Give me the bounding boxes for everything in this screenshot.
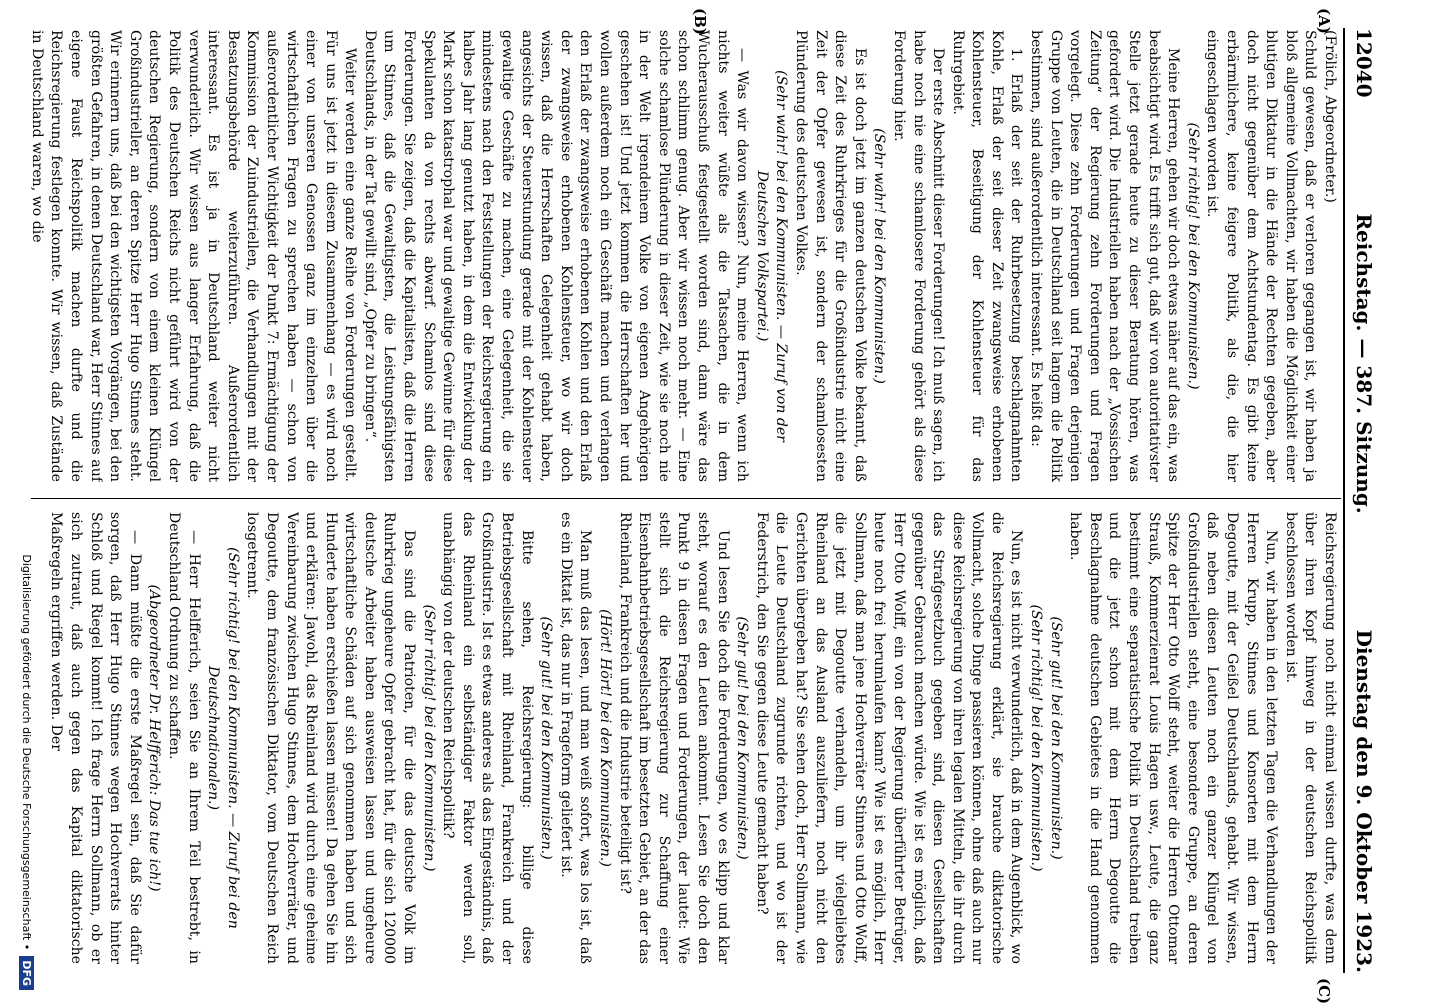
paragraph: Nun, es ist nicht verwunderlich, daß in dem Augenblick, wo die Reichsregierung erklärt, sie brauche diktatorische Vollmacht, solche Dinge passieren können, ohne daß auch nur diese Reichsregierung von ihren legalen Mitteln, die ihr durch das Strafgesetzbuch gegeben sind, diesen Gesellschaften gegenüber Gebrauch machen würde. Wie ist es möglich, daß Herr Otto Wolff, ein von der Regierung überführter Betrüger, heute noch frei herumlaufen kann? Wie ist es möglich, Herr Sollmann, daß man jene Hochverräter Stinnes und Otto Wolff, die jetzt mit Degoutte verhandeln, um ihr vielgeliebtes Rheinland an das Ausland auszuliefern, noch nicht den Gerichten übergeben hat? Sie sehen doch, Herr Sollmann, wie die Leute Deutschland zugrunde richten, und wo ist der Federstrich, den Sie gegen diese Leute gemacht haben? (753, 512, 1025, 964)
interjection: (Sehr gut! bei den Kommunisten.) (538, 616, 555, 860)
paragraph: Weiter werden eine ganze Reihe von Forderungen gestellt. Für uns ist jetzt in diesem Zusammenhang — es wird noch einer von unseren Genossen ganz im einzelnen über die wirtschaftlichen Fragen zu sprechen haben — schon von außerordentlicher Wichtigkeit der Punkt 7: Ermächtigung der Kommission der Zuindustriellen, die Verhandlungen mit der Besatzungsbehörde weiterzuführen. Außerordentlich interessant. Es ist ja in Deutschland weiter nicht verwunderlich. Wir wissen aus langer Erfahrung, daß die Politik des Deutschen Reichs nicht geführt wird von der deutschen Regierung, sondern von einem kleinen Klüngel Großindustrieller, an deren Spitze Herr Hugo Stinnes steht. Wir erinnern uns, daß bei den wichtigsten Vorgängen, bei den größten Gefahren, in denen Deutschland war, Herr Stinnes auf eigene Faust Reichspolitik machen durfte und die Reichsregierung festlegen konnte. Wir wissen, daß Zustände in Deutschland waren, wo die (29, 30, 359, 482)
margin-marker-c: (C) (1315, 978, 1333, 1004)
paragraph: Schuld gewesen, daß er verloren gegangen ist, wir haben ja bloß allgemeine Vollmachten, wir haben die Möglichkeit einer blutigen Diktatur in die Hände der Rechten gegeben, aber doch nicht gegenüber dem Achtstundentag. Es gibt keine erbärmlichere, keine feigere Politik, als die, die hier eingeschlagen worden ist. (1204, 30, 1319, 482)
interjection: (Sehr richtig! bei den Kommunisten.) (1028, 604, 1045, 872)
paragraph: 1. Erlaß der seit der Ruhrbesetzung beschlagnahmten Kohle, Erlaß der seit dieser Zeit zwangsweise erhobenen Kohlensteuer, Beseitigung der Kohlensteuer für das Ruhrgebiet. (949, 30, 1025, 482)
paragraph: Das sind die Patrioten, für die das deutsche Volk im Ruhrkrieg ungeheure Opfer gebracht hat, für die sich 120000 deutsche Arbeiter haben ausweisen lassen und ungeheure wirtschaftliche Schäden auf sich genommen haben und sich Hunderte haben erschießen lassen müssen! Da gehen Sie hin und erklären: Jawohl, das Rheinland wird durch eine geheime Vereinbarung zwischen Hugo Stinnes, dem Hochverräter, und Degoutte, dem französischen Diktator, vom Deutschen Reich losgetrennt. (244, 512, 418, 964)
paragraph: Man muß das lesen, und man weiß sofort, was los ist, daß es ein Diktat ist, das nur in Frageform geliefert ist. (557, 512, 594, 964)
session-date: Dienstag den 9. Oktober 1923. (1352, 629, 1376, 973)
interjection: (Sehr gut! bei den Kommunisten.) (1047, 616, 1064, 860)
interjection: (Sehr gut! bei den Kommunisten.) (734, 616, 751, 860)
margin-marker-a: (A) (1315, 8, 1333, 34)
interjection: (Sehr richtig! bei den Kommunisten.) (1184, 122, 1201, 390)
interjection: (Sehr richtig! bei den Kommunisten.) (420, 604, 437, 872)
paragraph: Der erste Abschnitt dieser Forderungen! Ich muß sagen, ich habe noch nie eine schamlosere Forderung gehört als diese Forderung hier. (890, 30, 947, 482)
paragraph: Es ist doch jetzt im ganzen deutschen Volke bekannt, daß diese Zeit des Ruhrkrieges für die Großindustrie nicht eine Zeit der Opfer gewesen ist, sondern der schamlosesten Plünderung des deutschen Volkes. (792, 30, 868, 482)
session-title: Reichstag. — 387. Sitzung. (1352, 213, 1376, 514)
interjection: (Hört! Hört! bei den Kommunisten.) (597, 609, 614, 867)
paragraph: — Was wir davon wissen? Nun, meine Herren, wenn ich nichts weiter wüßte als die Tatsachen, die in dem Wucherausschuß festgestellt worden sind, dann wäre das schon schlimm genug. Aber wir wissen noch mehr. — Eine solche schamlose Plünderung in dieser Zeit, wie sie noch nie in der Welt irgendeinem Volke von eigenen Angehörigen geschehen ist! Und jetzt kommen die Herrschaften her und wollen außerdem noch ein Geschäft machen und verlangen den Erlaß der zwangsweise erhobenen Kohlen und den Erlaß der zwangsweise erhobenen Kohlensteuer, wo wir doch wissen, daß die Herrschaften Gelegenheit gehabt haben, angesichts der Steuerstundung gerade mit der Kohlensteuer gewaltige Geschäfte zu machen, eine Gelegenheit, die sie mindestens nach den Feststellungen der Reichsregierung ein halbes Jahr lang genutzt haben, in dem die Entwicklung der Mark schon katastrophal war und gewaltige Gewinne für diese Spekulanten da von rechts abwarf. Schamlos sind diese Forderungen. Sie zeigen, daß die Kapitalisten, daß die Herren um Stinnes, daß die Gewaltigsten, die Leistungsfähigsten Deutschlands, in der Tat gewillt sind, „Opfer zu bringen“. (361, 30, 751, 482)
interjection: (Abgeordneter Dr. Helfferich: Das tue ich!) (146, 584, 163, 892)
paragraph: (Frölich, Abgeordneter.) (1322, 30, 1338, 203)
funding-note: Digitalisierung gefördert durch die Deutsche Forschungsgemeinschaft • (20, 554, 34, 951)
header-rule (1343, 28, 1345, 973)
right-column (29, 512, 1339, 964)
interjection: (Sehr richtig! bei den Kommunisten. — Zuruf bei den Deutschnationalen.) (205, 547, 241, 929)
paragraph: — Dann müßte die erste Maßregel sein, daß Sie dafür sorgen, daß Herr Hugo Stinnes wegen Hochverrats hinter Schloß und Riegel kommt! Ich frage Herrn Sollmann, ob er sich zutraut, daß auch gegen das Kapital diktatorische Maßregeln ergriffen werden. Der (48, 512, 143, 964)
page-header (1347, 28, 1381, 973)
interjection: (Sehr wahr! bei den Kommunisten.) (871, 128, 888, 384)
footer (13, 10, 41, 990)
paragraph: Bitte sehen, Reichsregierung: billige diese Betriebsgesellschaft mit Rheinland, Frankreich und der Großindustrie. Ist es etwas anderes als das Eingeständnis, daß das Rheinland ein selbständiger Faktor werden soll, unabhängig von der deutschen Reichspolitik? (440, 512, 535, 964)
left-column (29, 30, 1339, 482)
column-divider (31, 498, 1341, 499)
interjection: (Sehr wahr! bei den Kommunisten. — Zuruf von der Deutschen Volkspartei.) (753, 70, 790, 442)
paragraph: Meine Herren, gehen wir doch etwas näher auf das ein, was beabsichtigt wird. Es trifft sich gut, daß wir von autoritativster Stelle jetzt gerade heute zu dieser Beratung hören, was gefordert wird. Die Industriellen haben nach der „Vossischen Zeitung“ der Regierung zehn Forderungen und Fragen vorgelegt. Diese zehn Forderungen und Fragen derjenigen Gruppe von Leuten, die in Deutschland seit langem die Politik bestimmen, sind außerordentlich interessant. Es heißt da: (1028, 30, 1182, 482)
paragraph: — Herr Helfferich, seien Sie an Ihrem Teil bestrebt, in Deutschland Ordnung zu schaffen. (165, 512, 202, 964)
paragraph: Und lesen Sie doch die Forderungen, wo es klipp und klar steht, worauf es den Leuten ankommt. Lesen Sie doch den Punkt 9 in diesen Fragen und Forderungen, der lautet: Wie stellt sich die Reichsregierung zur Schaffung einer Eisenbahnbetriebsgesellschaft im besetzten Gebiet, an der das Rheinland, Frankreich und die Industrie beteiligt ist? (616, 512, 731, 964)
paragraph: Nun, wir haben in den letzten Tagen die Verhandlungen der Herren Krupp, Stinnes und Konsorten mit dem Herrn Degoutte, mit der Geißel Deutschlands, gehabt. Wir wissen, daß neben diesen Leuten noch ein ganzer Klüngel von Großindustriellen steht, eine besondere Gruppe, an deren Spitze der Herr Otto Wolff steht, weiter die Herren Ottomar Strauß, Kommerzienrat Louis Hagen usw., Leute, die ganz bestimmt eine separatistische Politik in Deutschland treiben und die jetzt schon mit dem Herrn Degoutte die Beschlagnahme deutschen Gebietes in die Hand genommen haben. (1067, 512, 1280, 964)
paragraph: Reichsregierung noch nicht einmal wissen durfte, was denn über ihren Kopf hinweg in der deutschen Reichspolitik beschlossen worden ist. (1282, 512, 1338, 964)
margin-marker-b: (B) (691, 8, 709, 35)
dfg-logo: DFG (20, 956, 35, 990)
page-number: 12040 (1352, 28, 1376, 98)
